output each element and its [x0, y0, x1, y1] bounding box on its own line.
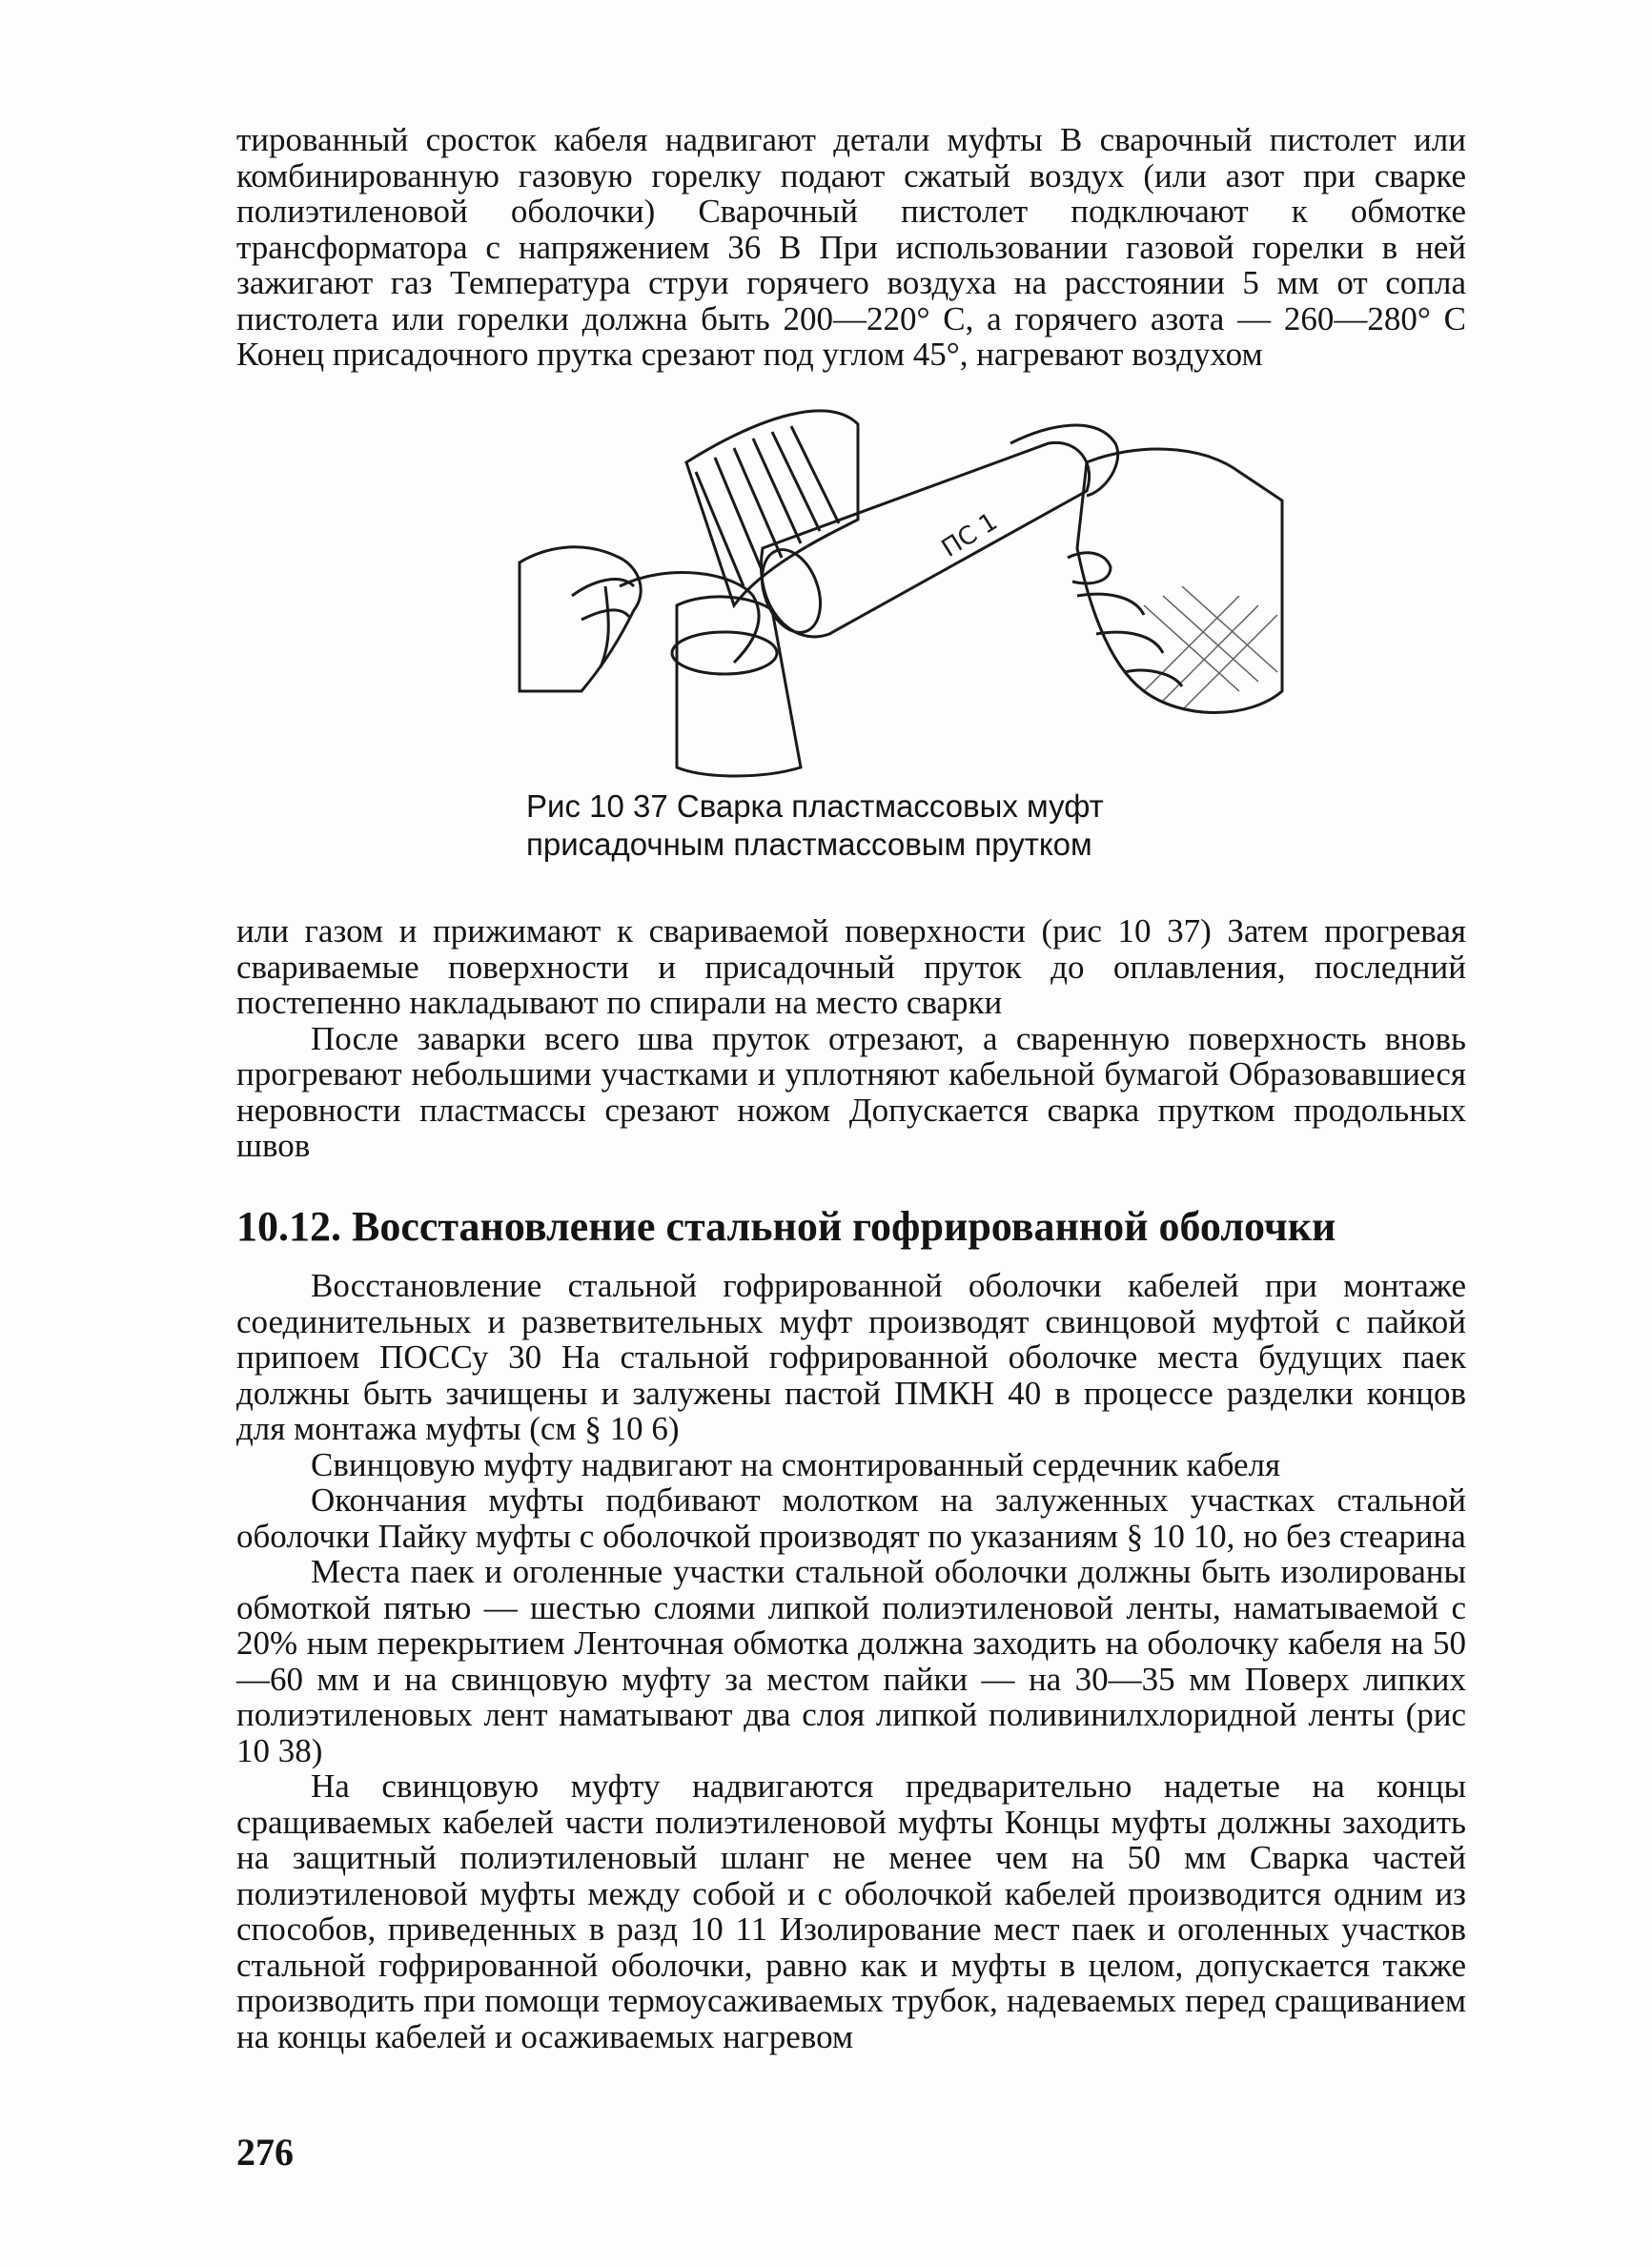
text-block-top: [236, 122, 1466, 373]
paragraph: После заварки всего шва пруток отрезают, а сваренную поверхность вновь прогревают небольшими участками и уплотняют кабельной бумагой Образовавшиеся неровности пластмассы срезают ножом Допускается сварка прутком продольных швов: [236, 1019, 1466, 1164]
gun-label: ПС 1: [936, 507, 1003, 563]
right-hand: [1077, 449, 1282, 712]
figure-caption: Рис 10 37 Сварка пластмассовых муфт присадочным пластмассовым прутком: [526, 788, 1104, 862]
paragraph: или газом и прижимают к свариваемой поверхности (рис 10 37) Затем прогревая свариваемые поверхности и присадочный пруток до оплавления, последний постепенно накладывают по спирали на место сварки: [236, 912, 1466, 1021]
paragraph: Окончания муфты подбивают молотком на залуженных участках стальной оболочки Пайку муфты с оболочкой производят по указаниям § 10 10, но без стеарина: [236, 1481, 1466, 1555]
paragraph: тированный сросток кабеля надвигают детали муфты В сварочный пистолет или комбинированную газовую горелку подают сжатый воздух (или азот при сварке полиэтиленовой оболочки) Сварочный пистолет подключают к обмотке трансформатора с напряжением 36 В При использовании газовой горелки в ней зажигают газ Температура струи горячего воздуха на расстоянии 5 мм от сопла пистолета или горелки должна быть 200—220° С, а горячего азота — 260—280° С Конец присадочного прутка срезают под углом 45°, нагревают воздухом: [236, 121, 1466, 373]
section-heading: 10.12. Восстановление стальной гофрированной оболочки: [236, 1203, 1336, 1250]
left-hand: [520, 547, 641, 691]
welding-gun: [761, 442, 1089, 637]
figure-welding-illustration: [515, 405, 1287, 779]
paragraph: Свинцовую муфту надвигают на смонтированный сердечник кабеля: [311, 1445, 1281, 1483]
paragraph: Восстановление стальной гофрированной оболочки кабелей при монтаже соединительных и разветвительных муфт производят свинцовой муфтой с пайкой припоем ПОССу 30 На стальной гофрированной оболочке места будущих паек должны быть зачищены и залужены пастой ПМКН 40 в процессе разделки концов для монтажа муфты (см § 10 6): [236, 1267, 1466, 1447]
text-block-middle: [236, 913, 1466, 1164]
paragraph: На свинцовую муфту надвигаются предварительно надетые на концы сращиваемых кабелей части полиэтиленовой муфты Концы муфты должны заходить на защитный полиэтиленовый шланг не менее чем на 50 мм Сварка частей полиэтиленовой муфты между собой и с оболочкой кабелей производится одним из способов, приведенных в разд 10 11 Изолирование мест паек и оголенных участков стальной гофрированной оболочки, равно как и муфты в целом, допускается также производить при помощи термоусаживаемых трубок, надеваемых перед сращиванием на концы кабелей и осаживаемых нагревом: [236, 1767, 1466, 2055]
welding-drawing: [515, 405, 1287, 779]
page-number: 276: [236, 2131, 294, 2174]
text-block-bottom: [236, 1268, 1466, 2054]
paragraph: Места паек и оголенные участки стальной оболочки должны быть изолированы обмоткой пятью — шестью слоями липкой полиэтиленовой ленты, наматываемой с 20% ным перекрытием Ленточная обмотка должна заходить на оболочку кабеля на 50—60 мм и на свинцовую муфту за местом пайки — на 30—35 мм Поверх липких полиэтиленовых лент наматывают два слоя липкой поливинилхлоридной ленты (рис 10 38): [236, 1553, 1466, 1769]
